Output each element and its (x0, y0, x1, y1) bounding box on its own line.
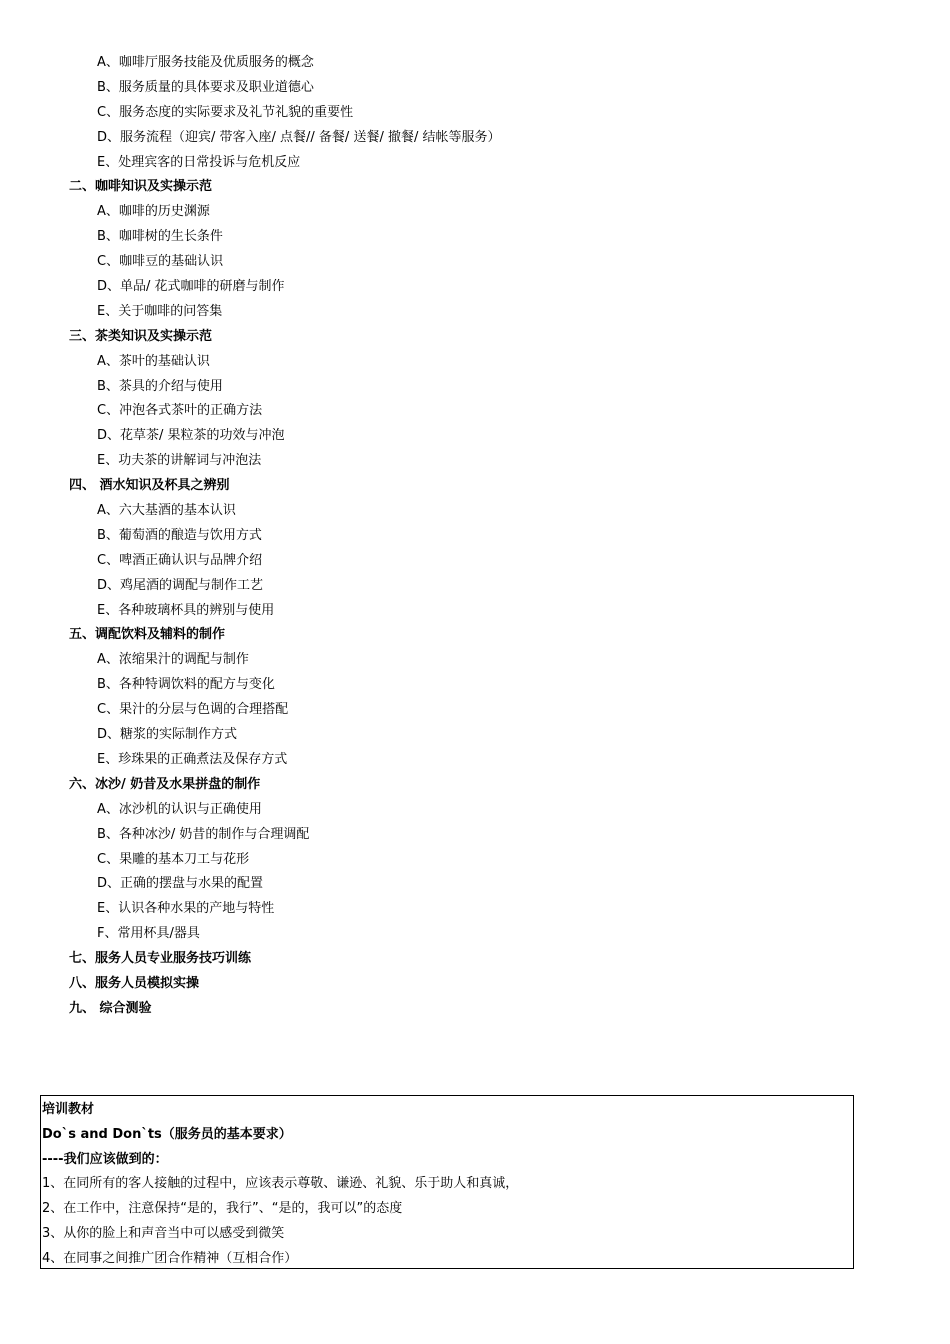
section-heading: 二、咖啡知识及实操示范 (69, 179, 213, 195)
section-heading: 三、茶类知识及实操示范 (69, 328, 213, 344)
outline-item: C、冲泡各式茶叶的正确方法 (97, 403, 263, 419)
outline-item: C、啤酒正确认识与品牌介绍 (97, 552, 263, 568)
outline-item: C、咖啡豆的基础认识 (97, 254, 224, 270)
section-heading: 九、 综合测验 (69, 1000, 152, 1016)
outline-item: D、正确的摆盘与水果的配置 (97, 876, 264, 892)
outline-item: D、鸡尾酒的调配与制作工艺 (97, 577, 264, 593)
outline-item: C、服务态度的实际要求及礼节礼貌的重要性 (97, 104, 354, 120)
outline-item: E、珍珠果的正确煮法及保存方式 (97, 751, 288, 767)
outline-item: D、花草茶/ 果粒茶的功效与冲泡 (97, 428, 285, 444)
section-heading: 八、服务人员模拟实操 (69, 975, 200, 991)
outline-item: C、果汁的分层与色调的合理搭配 (97, 702, 289, 718)
outline-item: B、各种特调饮料的配方与变化 (97, 677, 275, 693)
box-heading: ----我们应该做到的： (42, 1151, 168, 1167)
section-heading: 四、 酒水知识及杯具之辨别 (69, 478, 230, 494)
outline-item: E、关于咖啡的问答集 (97, 303, 223, 319)
outline-item: C、果雕的基本刀工与花形 (97, 851, 250, 867)
outline-item: D、服务流程（迎宾/ 带客入座/ 点餐// 备餐/ 送餐/ 撤餐/ 结帐等服务） (97, 129, 501, 145)
outline-item: B、茶具的介绍与使用 (97, 378, 223, 394)
outline-item: E、认识各种水果的产地与特性 (97, 901, 275, 917)
box-item: 1、在同所有的客人接触的过程中，应该表示尊敬、谦逊、礼貌、乐于助人和真诚， (42, 1176, 519, 1192)
outline-item: A、浓缩果汁的调配与制作 (97, 652, 249, 668)
outline-item: B、咖啡树的生长条件 (97, 229, 223, 245)
outline-item: A、咖啡厅服务技能及优质服务的概念 (97, 55, 314, 70)
outline-item: D、糖浆的实际制作方式 (97, 727, 238, 743)
outline-item: B、各种冰沙/ 奶昔的制作与合理调配 (97, 826, 310, 842)
box-title: 培训教材 (42, 1102, 95, 1117)
outline-item: F、常用杯具/器具 (97, 926, 200, 942)
outline-item: E、功夫茶的讲解词与冲泡法 (97, 453, 262, 469)
outline-item: A、六大基酒的基本认识 (97, 503, 236, 519)
training-material-box (40, 1095, 854, 1269)
section-heading: 七、服务人员专业服务技巧训练 (69, 951, 252, 967)
outline-item: E、处理宾客的日常投诉与危机反应 (97, 154, 301, 170)
training-outline (0, 51, 950, 1022)
outline-item: A、咖啡的历史渊源 (97, 204, 210, 220)
section-heading: 六、冰沙/ 奶昔及水果拼盘的制作 (69, 776, 261, 792)
section-heading: 五、调配饮料及辅料的制作 (69, 627, 226, 643)
outline-item: A、冰沙机的认识与正确使用 (97, 801, 262, 817)
outline-item: D、单品/ 花式咖啡的研磨与制作 (97, 279, 285, 295)
outline-item: A、茶叶的基础认识 (97, 353, 210, 369)
outline-item: E、各种玻璃杯具的辨别与使用 (97, 602, 275, 618)
box-item: 3、从你的脸上和声音当中可以感受到微笑 (42, 1225, 285, 1241)
box-item: 2、在工作中，注意保持“是的，我行”、“是的，我可以”的态度 (42, 1201, 403, 1217)
outline-item: B、葡萄酒的酿造与饮用方式 (97, 527, 262, 543)
box-subtitle: Do`s and Don`ts（服务员的基本要求） (42, 1126, 292, 1142)
box-item: 4、在同事之间推广团合作精神（互相合作） (42, 1250, 298, 1266)
outline-item: B、服务质量的具体要求及职业道德心 (97, 79, 314, 95)
